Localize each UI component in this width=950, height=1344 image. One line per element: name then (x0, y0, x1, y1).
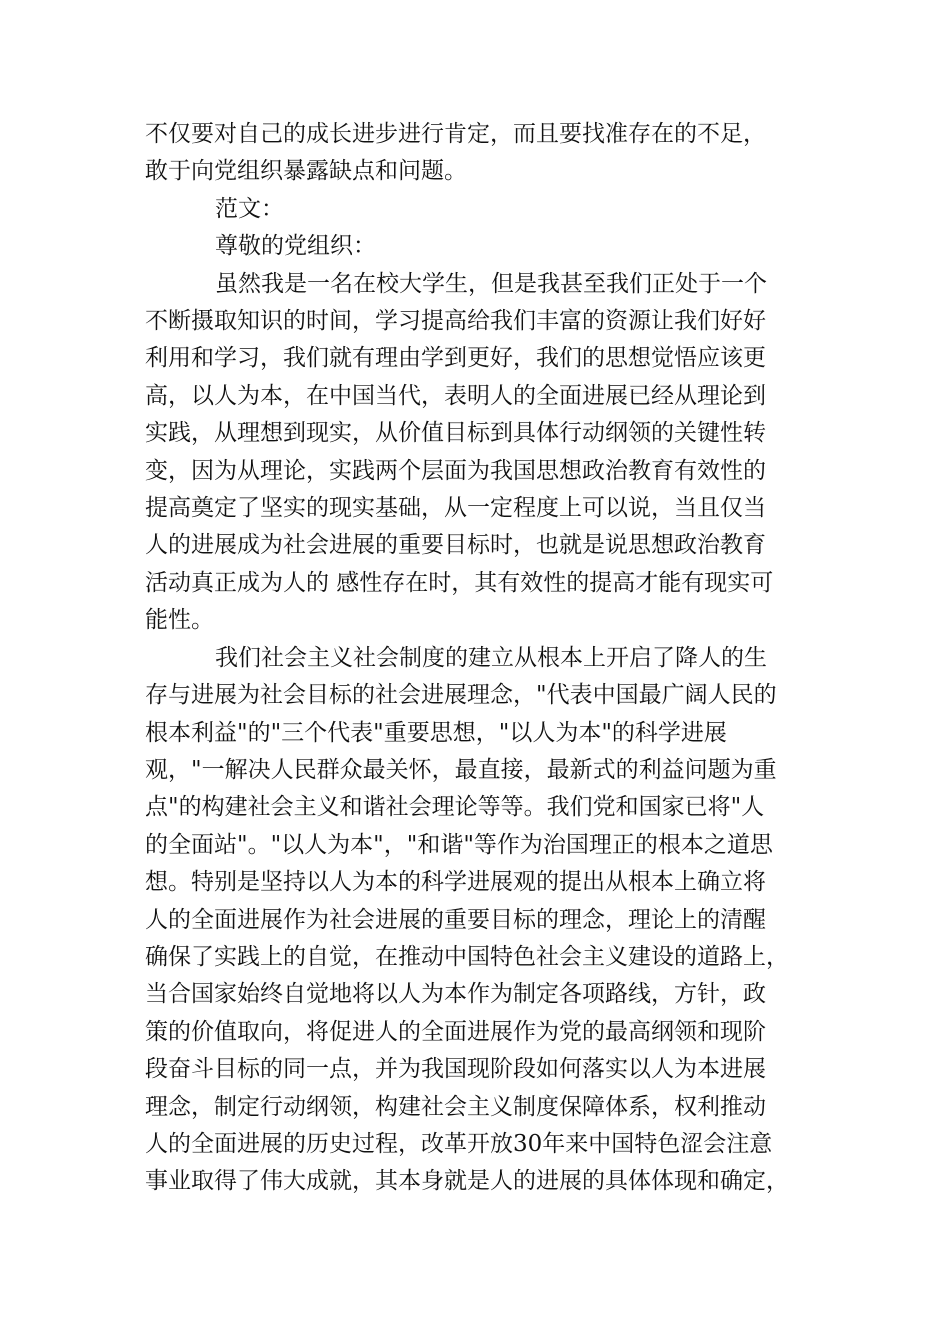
text-line: 人的进展成为社会进展的重要目标时，也就是说思想政治教育 (145, 532, 766, 559)
body-text (145, 116, 805, 1201)
text-line: 事业取得了伟大成就，其本身就是人的进展的具体体现和确定， (145, 1168, 789, 1195)
text-line: 能性。 (145, 607, 214, 634)
text-line: 提高奠定了坚实的现实基础，从一定程度上可以说，当且仅当 (145, 495, 766, 522)
text-line: 不断摄取知识的时间，学习提高给我们丰富的资源让我们好好 (145, 308, 766, 335)
text-line: 当合国家始终自觉地将以人为本作为制定各项路线，方针，政 (145, 981, 766, 1008)
text-line: 不仅要对自己的成长进步进行肯定，而且要找准存在的不足， (145, 121, 766, 147)
text-line: 理念，制定行动纲领，构建社会主义制度保障体系，权利推动 (145, 1093, 766, 1120)
text-line: 段奋斗目标的同一点，并为我国现阶段如何落实以人为本进展 (145, 1056, 766, 1083)
text-line: 根本利益"的"三个代表"重要思想，"以人为本"的科学进展 (145, 719, 727, 746)
text-line: 存与进展为社会目标的社会进展理念，"代表中国最广阔人民的 (145, 682, 777, 709)
text-line: 实践，从理想到现实，从价值目标到具体行动纲领的关键性转 (145, 420, 766, 447)
text-line: 策的价值取向，将促进人的全面进展作为党的最高纲领和现阶 (145, 1018, 766, 1045)
text-line: 的全面站"。"以人为本"，"和谐"等作为治国理正的根本之道思 (145, 831, 773, 858)
text-line: 确保了实践上的自觉，在推动中国特色社会主义建设的道路上， (145, 943, 789, 970)
text-line: 利用和学习，我们就有理由学到更好，我们的思想觉悟应该更 (145, 345, 766, 372)
text-line: 敢于向党组织暴露缺点和问题。 (145, 158, 467, 185)
text-line: 人的全面进展的历史过程，改革开放30年来中国特色涩会注意 (145, 1130, 773, 1157)
text-line: 变，因为从理论，实践两个层面为我国思想政治教育有效性的 (145, 457, 766, 484)
text-line: 点"的构建社会主义和谐社会理论等等。我们党和国家已将"人 (145, 794, 765, 821)
text-line: 活动真正成为人的 感性存在时，其有效性的提高才能有现实可 (145, 569, 774, 596)
text-line: 我们社会主义社会制度的建立从根本上开启了降人的生 (215, 644, 767, 671)
text-line: 高，以人为本，在中国当代，表明人的全面进展已经从理论到 (145, 382, 766, 409)
salutation: 尊敬的党组织： (215, 233, 376, 260)
text-line: 虽然我是一名在校大学生，但是我甚至我们正处于一个 (215, 270, 767, 297)
sample-heading: 范文： (215, 195, 284, 222)
text-line: 观，"一解决人民群众最关怀，最直接，最新式的利益问题为重 (145, 756, 777, 783)
text-line: 想。特别是坚持以人为本的科学进展观的提出从根本上确立将 (145, 869, 766, 896)
text-line: 人的全面进展作为社会进展的重要目标的理念，理论上的清醒 (145, 906, 766, 933)
